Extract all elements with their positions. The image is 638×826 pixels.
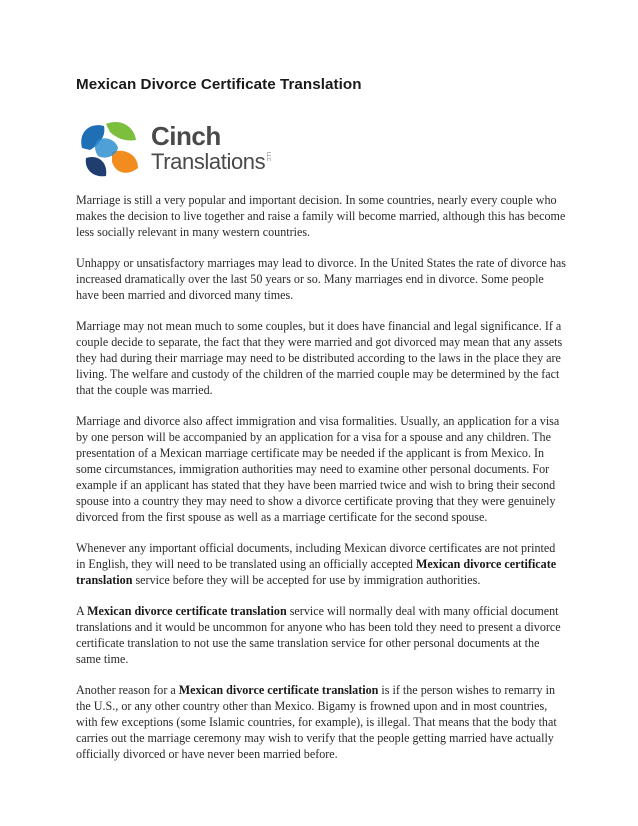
paragraph	[76, 682, 566, 762]
text-run: Whenever any important official documents, including Mexican divorce certificates are not printed in English, they will need to be translated using an officially accepted	[76, 541, 556, 572]
text-run: Marriage and divorce also affect immigration and visa formalities. Usually, an application for a visa by one person will be accompanied by an application for a visa for a spouse and any children. The presentation of a Mexican marriage certificate may be needed if the applicant is from Mexico. In some circumstances, immigration authorities may need to examine other personal documents. For example if an applicant has stated that they have been married twice and wish to bring their second spouse into a country they may need to show a divorce certificate proving that they were genuinely divorced from the first spouse as well as a marriage certificate for the second spouse.	[76, 413, 560, 525]
logo-mark-icon	[76, 118, 146, 180]
logo-name: Cinch	[151, 121, 221, 151]
cinch-translations-logo	[76, 118, 276, 180]
article-body	[76, 192, 566, 777]
logo-petal-green	[106, 122, 136, 141]
paragraph	[76, 192, 566, 240]
bold-phrase: Mexican divorce certificate translation	[76, 557, 557, 588]
text-run: Marriage may not mean much to some couples, but it does have financial and legal significance. If a couple decide to separate, the fact that they were married and got divorced may mean that any assets they had during their marriage may need to be distributed according to the laws in the place they are living. The welfare and custody of the children of the married couple may be determined by the fact that the couple was married.	[76, 318, 563, 398]
paragraph	[76, 255, 566, 303]
text-run: service before they will be accepted for use by immigration authorities.	[132, 573, 481, 588]
text-run: Unhappy or unsatisfactory marriages may lead to divorce. In the United States the rate of divorce has increased dramatically over the last 50 years or so. Many marriages end in divorce. Some people have been married and divorced many times.	[76, 255, 566, 303]
bold-phrase: Mexican divorce certificate translation	[87, 603, 287, 618]
paragraph	[76, 413, 566, 526]
page-title: Mexican Divorce Certificate Translation	[76, 76, 362, 93]
text-run: is if the person wishes to remarry in the U.S., or any other country other than Mexico. Bigamy is frowned upon and in most countries, with few exceptions (some Islamic countries, for example), is illegal. That means that the body that carries out the marriage ceremony may wish to verify that the people getting married have actually officially divorced or have never been married before.	[76, 682, 557, 762]
logo-petal-navy	[86, 157, 107, 176]
logo-subtitle: Translations	[151, 149, 266, 174]
paragraph	[76, 603, 566, 667]
paragraph	[76, 540, 566, 588]
paragraph	[76, 318, 566, 398]
bold-phrase: Mexican divorce certificate translation	[178, 682, 379, 697]
text-run: service will normally deal with many official document translations and it would be uncommon for anyone who has been told they need to present a divorce certificate translation to not use the same translation service for other personal documents at the same time.	[76, 603, 561, 667]
text-run: Another reason for a	[76, 682, 179, 697]
text-run: A	[76, 603, 88, 618]
logo-petal-orange	[112, 151, 138, 173]
logo-suffix: LLC	[265, 152, 271, 162]
text-run: Marriage is still a very popular and important decision. In some countries, nearly every couple who makes the decision to live together and raise a family will become married, although this has become less socially relevant in many western countries.	[76, 193, 566, 240]
